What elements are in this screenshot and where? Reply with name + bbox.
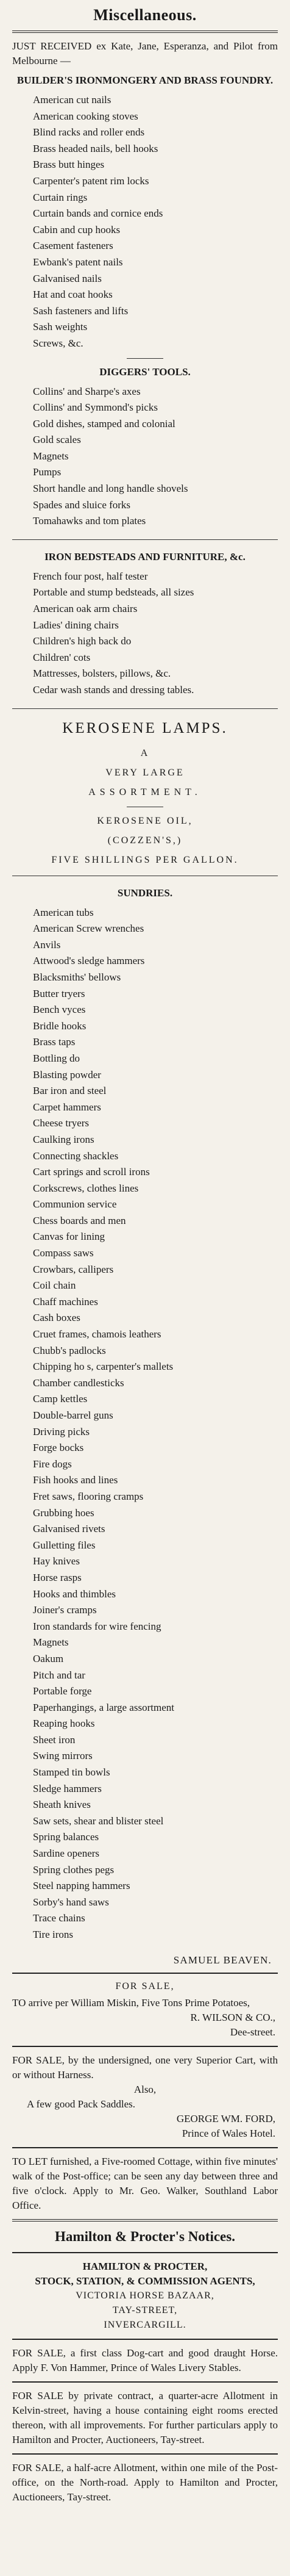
pack-saddles-text: A few good Pack Saddles. (27, 2098, 136, 2110)
kerosene-advertisement (12, 720, 278, 866)
list-item: Collins' and Symmond's picks (33, 401, 158, 414)
ironmongery-heading: BUILDER'S IRONMONGERY AND BRASS FOUNDRY. (16, 74, 274, 86)
bedsteads-heading: IRON BEDSTEADS AND FURNITURE, &c. (44, 550, 246, 563)
list-item: Gold scales (33, 434, 81, 446)
divider (12, 31, 278, 33)
list-item: Hooks and thimbles (33, 1588, 116, 1600)
list-item: Portable forge (33, 1685, 92, 1697)
kerosene-oil: KEROSENE OIL, (97, 815, 193, 826)
list-item: Chubb's padlocks (33, 1344, 106, 1356)
firm-name: HAMILTON & PROCTER, (82, 2260, 208, 2272)
list-item: Coil chain (33, 1279, 76, 1292)
list-item: Cabin and cup hooks (33, 223, 121, 236)
sundries-list (12, 905, 278, 1943)
list-item: American cut nails (33, 94, 111, 106)
list-item: American cooking stoves (33, 110, 138, 122)
for-sale-heading: FOR SALE, (115, 1981, 175, 1991)
divider (12, 2147, 278, 2148)
list-item: Canvas for lining (33, 1231, 105, 1243)
cottage-to-let-advertisement (12, 2154, 278, 2213)
seller-name: GEORGE WM. FORD, (176, 2112, 275, 2124)
list-item: Connecting shackles (33, 1149, 119, 1162)
list-item: Magnets (33, 1636, 69, 1649)
ironmongery-advertisement (12, 39, 278, 699)
cart-advertisement (12, 2053, 278, 2141)
list-item: Sheet iron (33, 1733, 76, 1746)
kelvin-street-notice: FOR SALE by private contract, a quarter-acre Allotment in Kelvin-street, having a house containing eight rooms erected thereon, with all improvements. For further particulars apply to Hamilton and Procter, Auctioneers, Tay-street. (12, 2389, 278, 2445)
north-road-notice: FOR SALE, a half-acre Allotment, within one mile of the Post-office, on the North-road. Apply to Hamilton and Procter, Auctioneers, Tay-street. (12, 2461, 278, 2503)
list-item: Sledge hammers (33, 1782, 102, 1794)
list-item: Children' cots (33, 651, 91, 663)
divider (12, 2252, 278, 2253)
list-item: Camp kettles (33, 1393, 88, 1405)
list-item: French four post, half tester (33, 570, 148, 582)
list-item: Carpenter's patent rim locks (33, 174, 149, 187)
list-item: Chaff machines (33, 1295, 98, 1308)
list-item: Cash boxes (33, 1312, 80, 1324)
list-item: Paperhangings, a large assortment (33, 1701, 174, 1713)
kerosene-lamps-title: KEROSENE LAMPS. (62, 719, 228, 736)
list-item: Iron standards for wire fencing (33, 1620, 161, 1632)
list-item: Cheese tryers (33, 1117, 90, 1129)
tools-heading: DIGGERS' TOOLS. (99, 365, 191, 378)
list-item: Bottling do (33, 1052, 80, 1064)
list-item: Driving picks (33, 1425, 90, 1437)
list-item: Cruet frames, chamois leathers (33, 1328, 161, 1340)
list-item: Brass headed nails, bell hooks (33, 142, 158, 154)
kerosene-a: A (140, 747, 150, 758)
merchant-name: R. WILSON & CO., (190, 2011, 275, 2023)
list-item: Mattresses, bolsters, pillows, &c. (33, 667, 171, 680)
divider (12, 2219, 278, 2222)
list-item: Galvanised nails (33, 272, 102, 284)
list-item: Bridle hooks (33, 1020, 87, 1032)
list-item: Forge bocks (33, 1442, 84, 1454)
list-item: Bar iron and steel (33, 1085, 107, 1097)
firm-card (12, 2259, 278, 2333)
list-item: Tire irons (33, 1929, 73, 1940)
list-item: American Screw wrenches (33, 923, 144, 935)
ironmongery-list (12, 92, 278, 352)
tools-list (12, 384, 278, 530)
firm-town: INVERCARGILL. (104, 2319, 186, 2330)
list-item: Swing mirrors (33, 1750, 93, 1762)
divider (12, 2381, 278, 2383)
potatoes-advertisement (12, 1981, 278, 2040)
list-item: Cedar wash stands and dressing tables. (33, 684, 194, 696)
list-item: American tubs (33, 906, 94, 918)
firm-description: STOCK, STATION, & COMMISSION AGENTS, (35, 2275, 255, 2287)
list-item: Stamped tin bowls (33, 1766, 110, 1779)
list-item: Blind racks and roller ends (33, 126, 145, 139)
list-item: Spring balances (33, 1831, 99, 1843)
list-item: Chipping ho s, carpenter's mallets (33, 1361, 174, 1373)
list-item: Children's high back do (33, 635, 132, 647)
list-item: Sash weights (33, 321, 88, 333)
list-item: Steel napping hammers (33, 1880, 130, 1892)
list-item: Corkscrews, clothes lines (33, 1182, 139, 1194)
list-item: Carpet hammers (33, 1101, 101, 1113)
list-item: Caulking irons (33, 1133, 94, 1145)
list-item: Spring clothes pegs (33, 1863, 115, 1876)
notices-section-title: Hamilton & Procter's Notices. (55, 2228, 235, 2244)
divider (12, 539, 278, 540)
sundries-advertisement (12, 886, 278, 1966)
list-item: Blacksmiths' bellows (33, 971, 121, 983)
list-item: Sorby's hand saws (33, 1896, 109, 1908)
list-item: Hat and coat hooks (33, 289, 113, 301)
shipment-notice: JUST RECEIVED ex Kate, Jane, Esperanza, and Pilot from Melbourne — (12, 40, 278, 67)
short-divider (127, 358, 163, 359)
list-item: Hay knives (33, 1555, 80, 1567)
list-item: Joiner's cramps (33, 1604, 97, 1616)
merchant-street: Dee-street. (230, 2026, 275, 2038)
list-item: Fire dogs (33, 1458, 72, 1470)
list-item: Reaping hooks (33, 1718, 95, 1730)
list-item: Portable and stump bedsteads, all sizes (33, 586, 194, 599)
also-label: Also, (133, 2083, 157, 2095)
divider (12, 1973, 278, 1974)
kerosene-brand: (COZZEN'S,) (107, 835, 183, 846)
list-item: Curtain rings (33, 191, 88, 203)
list-item: Sheath knives (33, 1799, 91, 1811)
sundries-heading: SUNDRIES. (117, 887, 173, 899)
dog-cart-notice: FOR SALE, a first class Dog-cart and good draught Horse. Apply F. Von Hammer, Prince of Wales Livery Stables. (12, 2347, 278, 2373)
kerosene-price: FIVE SHILLINGS PER GALLON. (51, 854, 239, 865)
list-item: Attwood's sledge hammers (33, 955, 145, 967)
firm-street: TAY-STREET, (112, 2304, 178, 2315)
list-item: Screws, &c. (33, 337, 83, 349)
cart-text: FOR SALE, by the undersigned, one very Superior Cart, with or without Harness. (12, 2054, 278, 2081)
list-item: Compass saws (33, 1247, 94, 1259)
list-item: Pitch and tar (33, 1669, 85, 1681)
list-item: Horse rasps (33, 1571, 82, 1583)
list-item: Ewbank's patent nails (33, 256, 123, 268)
divider (12, 2046, 278, 2047)
list-item: Sash fasteners and lifts (33, 304, 129, 317)
list-item: Gulletting files (33, 1539, 96, 1551)
list-item: Collins' and Sharpe's axes (33, 385, 141, 397)
list-item: Ladies' dining chairs (33, 619, 119, 631)
list-item: Pumps (33, 466, 62, 478)
divider (12, 708, 278, 709)
list-item: Magnets (33, 450, 69, 462)
list-item: Double-barrel guns (33, 1409, 113, 1421)
list-item: Brass taps (33, 1036, 76, 1048)
list-item: Crowbars, callipers (33, 1263, 114, 1275)
section-masthead: Miscellaneous. (93, 6, 197, 24)
list-item: Anvils (33, 938, 61, 951)
kerosene-assortment: ASSORTMENT. (88, 786, 202, 797)
list-item: Spades and sluice forks (33, 498, 131, 511)
kerosene-very-large: VERY LARGE (105, 767, 185, 778)
seller-place: Prince of Wales Hotel. (182, 2127, 275, 2139)
list-item: Blasting powder (33, 1068, 101, 1081)
list-item: Trace chains (33, 1912, 85, 1924)
list-item: Saw sets, shear and blister steel (33, 1815, 164, 1827)
list-item: Galvanised rivets (33, 1523, 105, 1535)
list-item: Oakum (33, 1652, 64, 1664)
list-item: Casement fasteners (33, 240, 113, 252)
firm-bazaar: VICTORIA HORSE BAZAAR, (76, 2290, 214, 2301)
divider (12, 2453, 278, 2455)
list-item: Fish hooks and lines (33, 1474, 118, 1486)
list-item: Brass butt hinges (33, 159, 105, 171)
bedsteads-list (12, 569, 278, 699)
list-item: American oak arm chairs (33, 603, 138, 615)
list-item: Gold dishes, stamped and colonial (33, 417, 175, 430)
potatoes-text: TO arrive per William Miskin, Five Tons Prime Potatoes, (12, 1996, 250, 2009)
list-item: Curtain bands and cornice ends (33, 207, 163, 220)
list-item: Fret saws, flooring cramps (33, 1490, 144, 1502)
list-item: Short handle and long handle shovels (33, 483, 188, 495)
list-item: Grubbing hoes (33, 1506, 94, 1519)
list-item: Bench vyces (33, 1004, 86, 1016)
divider (12, 2339, 278, 2340)
to-let-text: TO LET furnished, a Five-roomed Cottage, within five minutes' walk of the Post-office; can be seen any day between three and five o'clock. Apply to Mr. Geo. Walker, Southland Labor Office. (12, 2155, 278, 2211)
list-item: Butter tryers (33, 987, 85, 999)
list-item: Cart springs and scroll irons (33, 1166, 150, 1178)
list-item: Chamber candlesticks (33, 1376, 124, 1389)
list-item: Communion service (33, 1198, 117, 1211)
list-item: Chess boards and men (33, 1214, 126, 1226)
list-item: Sardine openers (33, 1847, 100, 1860)
merchant-signature: SAMUEL BEAVEN. (173, 1954, 272, 1966)
list-item: Tomahawks and tom plates (33, 515, 146, 527)
